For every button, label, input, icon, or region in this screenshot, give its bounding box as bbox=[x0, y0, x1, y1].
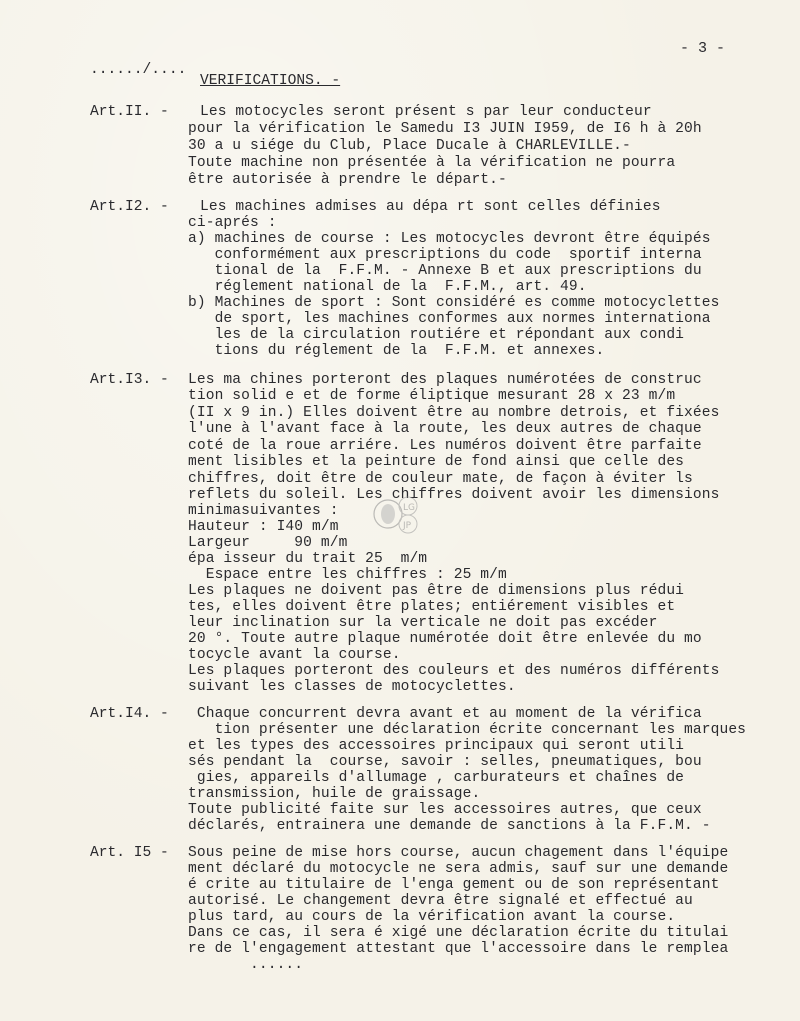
page-number: - 3 - bbox=[680, 40, 726, 57]
article-line: gies, appareils d'allumage , carburateurs et chaînes de bbox=[188, 770, 685, 786]
article-line: (II x 9 in.) Elles doivent être au nombre detrois, et fixées bbox=[188, 405, 720, 421]
article-line: Les motocycles seront présent s par leur conducteur bbox=[200, 104, 652, 120]
article-line: a) machines de course : Les motocycles devront être équipés bbox=[188, 231, 711, 247]
article-line: épa isseur du trait 25 m/m bbox=[188, 551, 428, 567]
article-line: Espace entre les chiffres : 25 m/m bbox=[188, 567, 507, 583]
article-line: Dans ce cas, il sera é xigé une déclaration écrite du titulai bbox=[188, 925, 729, 941]
article-line: tes, elles doivent être plates; entiérement visibles et bbox=[188, 599, 676, 615]
article-line: ci-aprés : bbox=[188, 215, 277, 231]
article-label: Art.I4. - bbox=[90, 706, 169, 722]
svg-text:LG: LG bbox=[403, 503, 415, 513]
article-line: ment déclaré du motocycle ne sera admis, sauf sur une demande bbox=[188, 861, 729, 877]
article-line: être autorisée à prendre le départ.- bbox=[188, 172, 507, 188]
article-line: réglement national de la F.F.M., art. 49. bbox=[188, 279, 587, 295]
article-line: ...... bbox=[250, 957, 304, 973]
article-line: Les plaques porteront des couleurs et des numéros différents bbox=[188, 663, 720, 679]
article-line: plus tard, au cours de la vérification avant la course. bbox=[188, 909, 676, 925]
article-line: Toute publicité faite sur les accessoires autres, que ceux bbox=[188, 802, 702, 818]
article-line: Les ma chines porteront des plaques numérotées de construc bbox=[188, 372, 702, 388]
article-line: tocycle avant la course. bbox=[188, 647, 401, 663]
article-line: b) Machines de sport : Sont considéré es comme motocyclettes bbox=[188, 295, 720, 311]
article-line: re de l'engagement attestant que l'accessoire dans le remplea bbox=[188, 941, 729, 957]
article-line: Largeur 90 m/m bbox=[188, 535, 348, 551]
article-line: tions du réglement de la F.F.M. et annexes. bbox=[188, 343, 605, 359]
article-line: pour la vérification le Samedu I3 JUIN I959, de I6 h à 20h bbox=[188, 121, 702, 137]
article-line: tion présenter une déclaration écrite concernant les marques bbox=[188, 722, 747, 738]
article-line: déclarés, entrainera une demande de sanctions à la F.F.M. - bbox=[188, 818, 711, 834]
article-line: 30 a u siége du Club, Place Ducale à CHARLEVILLE.- bbox=[188, 138, 631, 154]
svg-text:JP: JP bbox=[403, 521, 412, 531]
article-label: Art.I3. - bbox=[90, 372, 169, 388]
article-label: Art. I5 - bbox=[90, 845, 169, 861]
article-line: de sport, les machines conformes aux normes internationa bbox=[188, 311, 711, 327]
article-line: l'une à l'avant face à la route, les deux autres de chaque bbox=[188, 421, 702, 437]
continuation-mark: ....../.... bbox=[90, 62, 187, 78]
article-label: Art.II. - bbox=[90, 104, 169, 120]
article-line: Chaque concurrent devra avant et au moment de la vérifica bbox=[188, 706, 702, 722]
article-line: 20 °. Toute autre plaque numérotée doit être enlevée du mo bbox=[188, 631, 702, 647]
archive-stamp-icon bbox=[372, 492, 422, 536]
article-line: Les machines admises au dépa rt sont celles définies bbox=[200, 199, 661, 215]
article-line: leur inclination sur la verticale ne doit pas excéder bbox=[188, 615, 658, 631]
article-line: Les plaques ne doivent pas être de dimensions plus rédui bbox=[188, 583, 685, 599]
section-title: VERIFICATIONS. - bbox=[200, 73, 341, 89]
article-line: sés pendant la course, savoir : selles, pneumatiques, bou bbox=[188, 754, 702, 770]
article-line: conformément aux prescriptions du code sportif interna bbox=[188, 247, 702, 263]
article-line: é crite au titulaire de l'enga gement ou de son représentant bbox=[188, 877, 720, 893]
article-line: transmission, huile de graissage. bbox=[188, 786, 481, 802]
article-line: ment lisibles et la peinture de fond ainsi que celle des bbox=[188, 454, 685, 470]
article-label: Art.I2. - bbox=[90, 199, 169, 215]
article-line: tion solid e et de forme éliptique mesurant 28 x 23 m/m bbox=[188, 388, 676, 404]
article-line: et les types des accessoires principaux qui seront utili bbox=[188, 738, 685, 754]
article-line: suivant les classes de motocyclettes. bbox=[188, 679, 516, 695]
article-line: chiffres, doit être de couleur mate, de façon à éviter ls bbox=[188, 471, 693, 487]
article-line: Hauteur : I40 m/m bbox=[188, 519, 339, 535]
article-line: autorisé. Le changement devra être signalé et effectué au bbox=[188, 893, 693, 909]
article-line: reflets du soleil. Les chiffres doivent avoir les dimensions bbox=[188, 487, 720, 503]
article-line: coté de la roue arriére. Les numéros doivent être parfaite bbox=[188, 438, 702, 454]
article-line: tional de la F.F.M. - Annexe B et aux prescriptions du bbox=[188, 263, 702, 279]
article-line: les de la circulation routiére et répondant aux condi bbox=[188, 327, 685, 343]
article-line: Toute machine non présentée à la vérification ne pourra bbox=[188, 155, 676, 171]
article-line: minimasuivantes : bbox=[188, 503, 339, 519]
article-line: Sous peine de mise hors course, aucun chagement dans l'équipe bbox=[188, 845, 729, 861]
